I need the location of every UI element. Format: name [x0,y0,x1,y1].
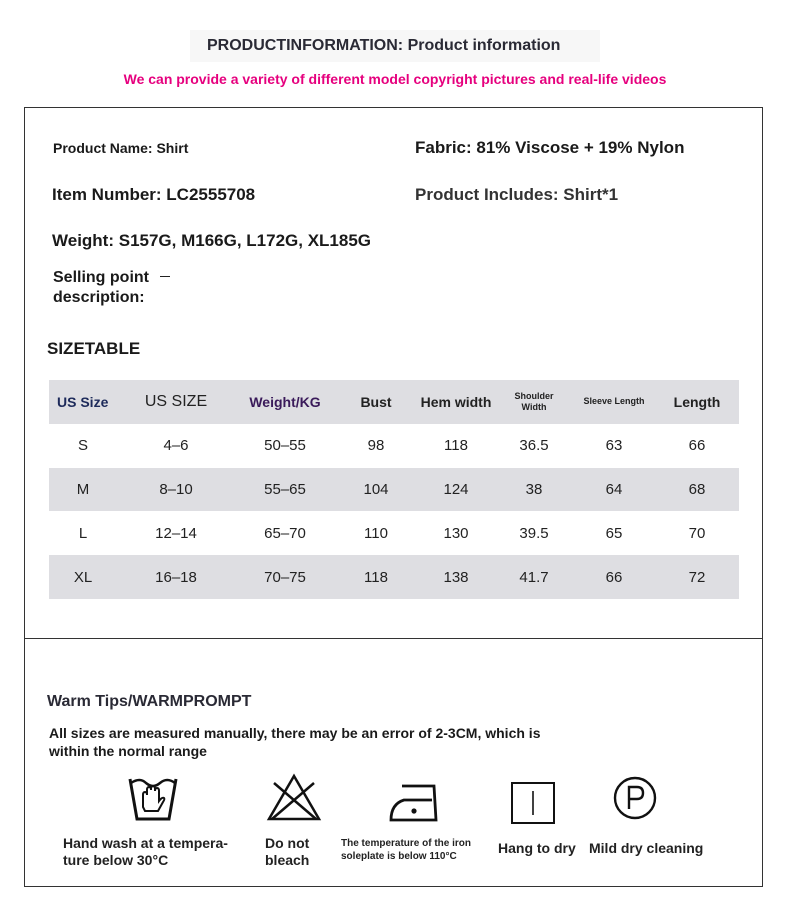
table-cell: 70 [688,524,706,542]
table-cell: 118 [364,568,388,586]
fabric: Fabric: 81% Viscose + 19% Nylon [415,138,685,157]
table-cell: S [77,437,88,455]
weight: Weight: S157G, M166G, L172G, XL185G [52,231,372,250]
table-cell: 64 [605,480,623,498]
care-label-line: ture below 30°C [63,852,169,868]
size-table-header-row [49,380,739,424]
table-cell: XL [73,568,93,586]
table-row [49,555,739,599]
product-name: Product Name: Shirt [53,140,189,156]
mild-dry-clean-icon [612,775,658,821]
selling-point-dash [160,276,170,277]
col-header: Sleeve Length [583,396,645,407]
table-cell: 39.5 [519,524,549,542]
table-cell: 63 [605,437,623,455]
size-table [49,380,739,599]
col-header: US Size [57,393,109,410]
item-number: Item Number: LC2555708 [52,185,256,204]
care-label-line: The temperature of the iron [341,838,472,849]
table-cell: 12–14 [155,524,197,542]
table-cell: 38 [525,480,543,498]
care-label-line: Mild dry cleaning [589,840,704,856]
table-cell: 124 [443,480,469,498]
table-cell: 66 [605,568,623,586]
col-header [495,380,573,424]
header-title-bar [190,30,600,62]
table-cell: 65–70 [264,524,306,542]
table-cell: 138 [443,568,469,586]
table-cell: 66 [688,437,706,455]
care-label-line: Do not [265,835,310,851]
warm-tips-title: Warm Tips/WARMPROMPT [47,693,252,710]
table-cell: 98 [367,437,385,455]
care-label-line: soleplate is below 110°C [341,851,457,862]
table-row [49,511,739,555]
care-label-line: Hang to dry [498,840,576,856]
do-not-bleach-icon [266,773,322,823]
table-cell: 4–6 [163,437,189,455]
selling-point-line1: Selling point [53,269,149,286]
selling-point-line2: description: [53,289,145,306]
hand-wash-icon [128,775,178,823]
col-header: Weight/KG [249,393,321,410]
care-label-dry-clean [589,840,703,857]
table-row [49,468,739,512]
care-label-iron [341,837,471,863]
table-cell: 8–10 [159,480,193,498]
table-cell: 104 [363,480,389,498]
table-cell: M [76,480,90,498]
size-table-title: SIZETABLE [47,339,141,358]
col-header: Length [673,393,721,410]
warm-tips-text: All sizes are measured manually, there may be an error of 2-3CM, which is within the normal range [49,725,541,759]
table-cell: 130 [443,524,469,542]
shoulder-width-label: Shoulder Width [514,390,554,412]
table-cell: 110 [364,524,388,542]
care-label-line: bleach [265,852,310,868]
product-includes: Product Includes: Shirt*1 [415,185,619,204]
table-row [49,424,739,468]
col-header: Hem width [420,393,492,410]
table-cell: 16–18 [155,568,197,586]
col-header: Bust [360,393,392,410]
care-label-no-bleach [265,835,309,869]
table-cell: 68 [688,480,706,498]
table-cell: 36.5 [519,437,549,455]
table-cell: 65 [605,524,623,542]
care-label-hand-wash [63,835,228,869]
col-header: US SIZE [144,392,208,410]
hang-dry-icon [510,781,556,825]
header-title: PRODUCTINFORMATION: Product information [207,37,561,54]
care-label-line: Hand wash at a tempera- [63,835,228,851]
panel-divider [24,638,763,639]
table-cell: L [78,524,88,542]
iron-icon [388,782,440,824]
selling-point [53,268,149,308]
table-cell: 72 [688,568,706,586]
table-cell: 70–75 [264,568,306,586]
table-cell: 50–55 [264,437,306,455]
header-subtitle: We can provide a variety of different model copyright pictures and real-life videos [123,71,667,87]
care-label-hang-dry [498,840,576,857]
table-cell: 118 [444,437,468,455]
table-cell: 41.7 [519,568,549,586]
table-cell: 55–65 [264,480,306,498]
